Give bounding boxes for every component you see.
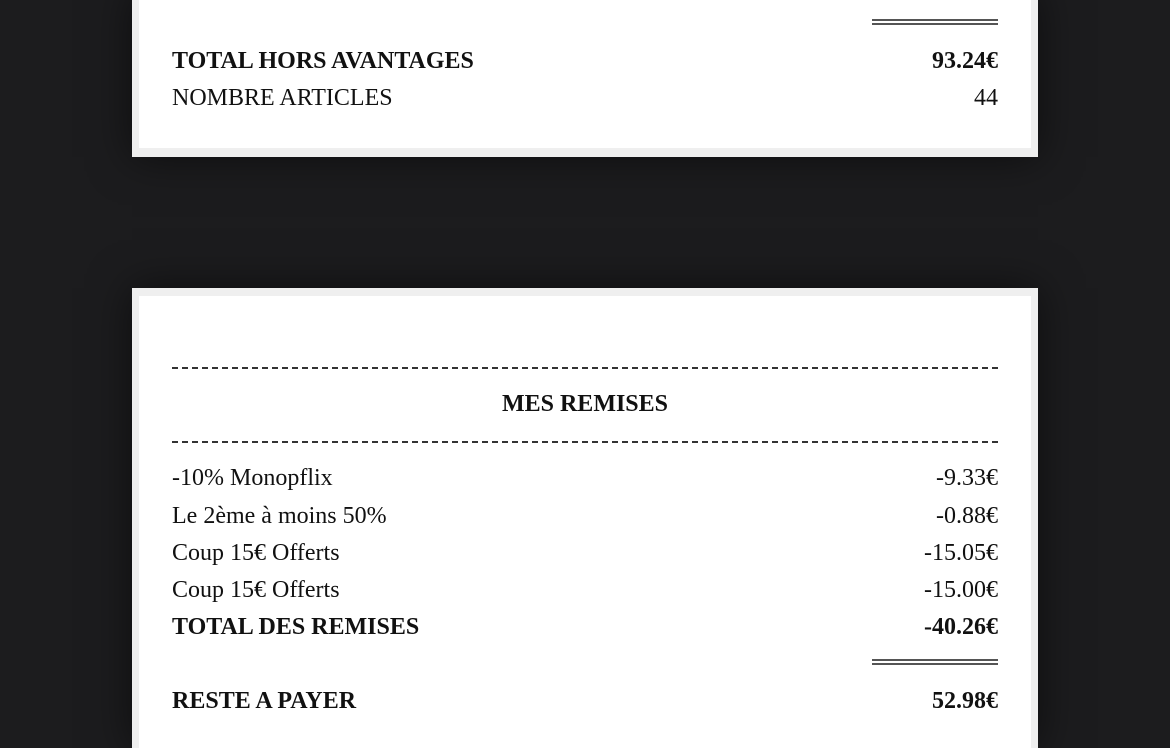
discount-row xyxy=(172,539,998,567)
dashed-separator-bottom xyxy=(172,441,998,443)
receipt-paper xyxy=(139,296,1031,748)
discount-label: Coup 15€ Offerts xyxy=(172,540,340,566)
reste-a-payer-label: RESTE A PAYER xyxy=(172,688,357,714)
dashed-separator-top xyxy=(172,367,998,369)
equals-separator xyxy=(872,659,998,665)
discount-value: -15.05€ xyxy=(924,540,998,566)
discount-value: -0.88€ xyxy=(936,503,998,529)
section-heading: MES REMISES xyxy=(501,391,669,417)
receipt-card-remises xyxy=(132,288,1038,748)
nombre-articles-label: NOMBRE ARTICLES xyxy=(172,85,393,111)
discount-label: Le 2ème à moins 50% xyxy=(172,503,387,529)
receipt-paper xyxy=(139,0,1031,148)
total-remises-row xyxy=(172,613,998,641)
discount-label: Coup 15€ Offerts xyxy=(172,577,340,603)
discount-value: -15.00€ xyxy=(924,577,998,603)
receipt-card-totals xyxy=(132,0,1038,157)
total-remises-value: -40.26€ xyxy=(924,614,998,640)
nombre-articles-row xyxy=(172,84,998,112)
discount-row xyxy=(172,502,998,530)
discount-row xyxy=(172,464,998,492)
total-remises-label: TOTAL DES REMISES xyxy=(172,614,420,640)
equals-separator xyxy=(872,19,998,25)
total-hors-avantages-label: TOTAL HORS AVANTAGES xyxy=(172,48,474,74)
discount-value: -9.33€ xyxy=(936,465,998,491)
reste-a-payer-row xyxy=(172,687,998,715)
discount-label: -10% Monopflix xyxy=(172,465,333,491)
nombre-articles-value: 44 xyxy=(974,85,998,111)
discount-row xyxy=(172,576,998,604)
total-hors-avantages-row xyxy=(172,47,998,75)
total-hors-avantages-value: 93.24€ xyxy=(932,48,998,74)
reste-a-payer-value: 52.98€ xyxy=(932,688,998,714)
